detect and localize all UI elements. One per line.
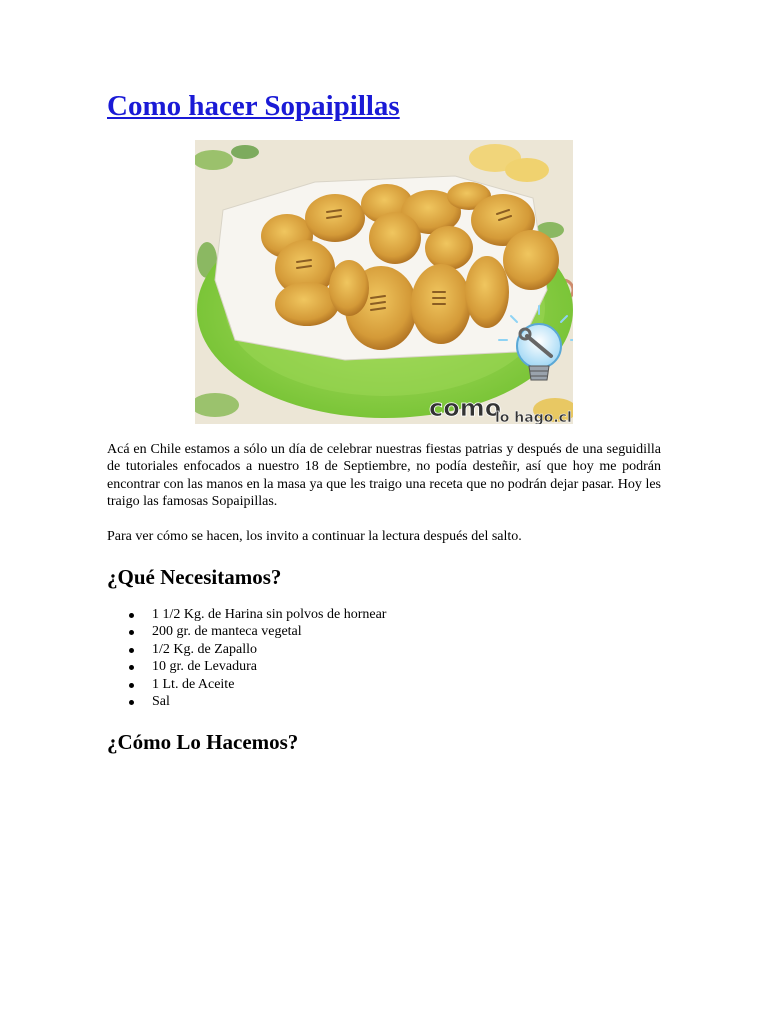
section-heading-ingredients: ¿Qué Necesitamos? <box>107 565 282 589</box>
list-item: 1/2 Kg. de Zapallo <box>107 641 386 658</box>
list-item: 10 gr. de Levadura <box>107 658 386 675</box>
watermark-text-2: lo hago.cl <box>495 410 572 424</box>
invite-paragraph: Para ver cómo se hacen, los invito a continuar la lectura después del salto. <box>107 529 522 544</box>
list-item: Sal <box>107 693 386 710</box>
intro-paragraph: Acá en Chile estamos a sólo un día de celebrar nuestras fiestas patrias y después de una seguidilla de tutoriales enfocados a nuestro 18 de Septiembre, no podía desteñir, así que hoy me podrán encontrar con las manos en la masa ya que les traigo una receta que no podrán dejar pasar. Hoy les traigo las famosas Sopaipillas. <box>107 442 661 509</box>
page-title <box>107 88 400 124</box>
list-item: 1 Lt. de Aceite <box>107 676 386 693</box>
ingredients-list <box>107 606 386 710</box>
list-item: 200 gr. de manteca vegetal <box>107 623 386 640</box>
section-heading-method: ¿Cómo Lo Hacemos? <box>107 730 299 754</box>
sopaipillas-photo <box>195 140 573 424</box>
watermark-text: como <box>429 394 502 422</box>
list-item: 1 1/2 Kg. de Harina sin polvos de hornear <box>107 606 386 623</box>
title-link[interactable]: Como hacer Sopaipillas <box>107 90 400 122</box>
